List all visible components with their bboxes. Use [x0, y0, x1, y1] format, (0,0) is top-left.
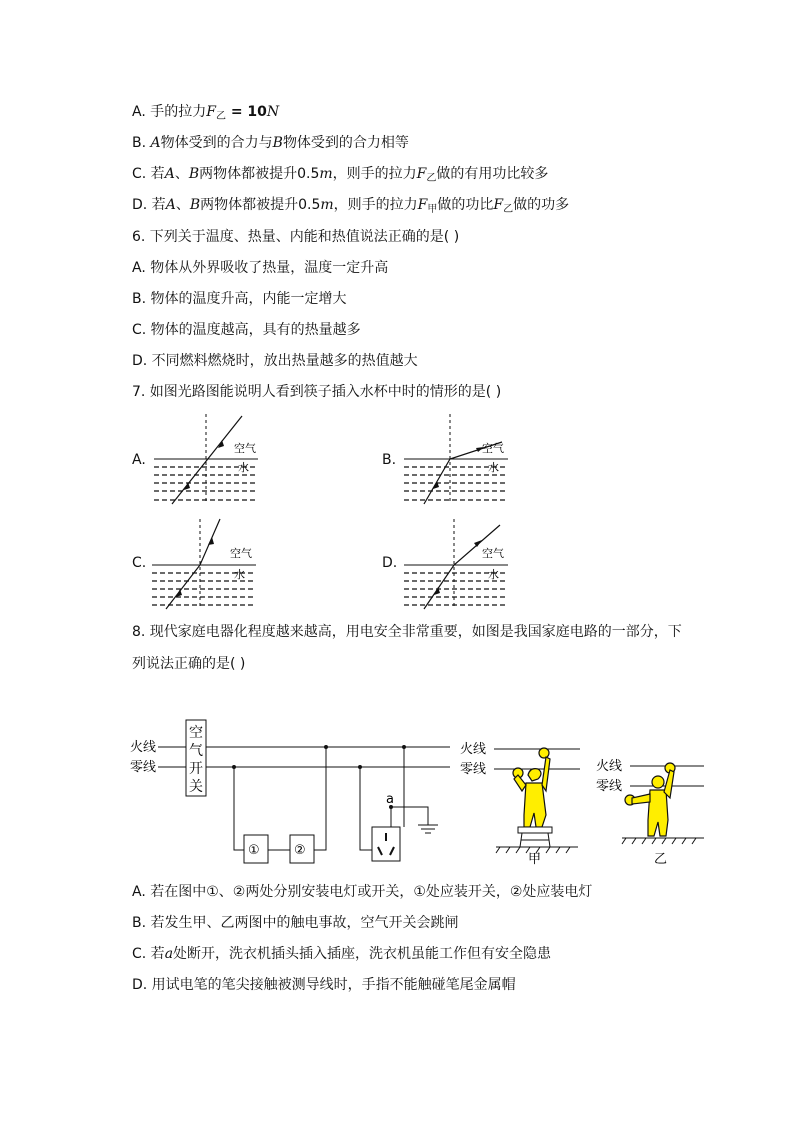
ground-hatch [622, 838, 704, 844]
air-label: 空气 [482, 547, 504, 560]
q5c-F: F [416, 166, 427, 182]
q5b-t2: 物体受到的合力相等 [282, 135, 409, 151]
q5c-B: B [188, 166, 200, 182]
water-label: 水 [238, 461, 249, 474]
q5c-A: A [164, 166, 175, 182]
q7-diagram-c [150, 515, 270, 610]
q5a-text: A. 手的拉力 [132, 104, 207, 120]
socket-box [372, 827, 400, 861]
q5-option-c [132, 164, 548, 189]
scene-label-yi: 乙 [654, 852, 668, 867]
q6-option-d[interactable]: D. 不同燃料燃烧时，放出热量越多的热值越大 [132, 353, 418, 369]
q5c-t1: 两物体都被提升0.5 [199, 166, 320, 182]
fire-wire-label: 火线 [460, 742, 487, 757]
air-switch-char: 开 [189, 761, 203, 777]
q7-label-b[interactable]: B. [382, 452, 397, 468]
position-2-label: ② [294, 843, 306, 858]
q5c-t3: 做的有用功比较多 [436, 166, 549, 182]
q5-option-a [132, 102, 279, 127]
q5d-t2: ，则手的拉力 [333, 197, 418, 213]
water-label: 水 [234, 568, 245, 581]
q7-diagram-b [402, 412, 522, 507]
q8-circuit-diagram [128, 715, 468, 865]
q5b-B: B [272, 135, 283, 151]
q5c-sep: 、 [174, 166, 189, 182]
q6-stem: 6. 下列关于温度、热量、内能和热值说法正确的是( ) [132, 229, 460, 245]
air-label: 空气 [234, 442, 256, 455]
q6-option-b[interactable]: B. 物体的温度升高，内能一定增大 [132, 291, 347, 307]
q5d-pre: D. 若 [132, 197, 166, 213]
q5b-A: A [150, 135, 161, 151]
q5d-m: m [320, 197, 334, 213]
person-figure [513, 748, 550, 827]
q5a-sub: 乙 [215, 111, 226, 122]
fire-wire-label: 火线 [130, 740, 157, 755]
q8-stem-line1: 8. 现代家庭电器化程度越来越高，用电安全非常重要，如图是我国家庭电路的一部分，下 [132, 624, 682, 640]
air-label: 空气 [230, 547, 252, 560]
light-ray [166, 519, 220, 609]
q8-option-c[interactable] [132, 944, 551, 964]
q8-option-a[interactable]: A. 若在图中①、②两处分别安装电灯或开关，①处应装开关，②处应装电灯 [132, 884, 593, 900]
arrow-icon [218, 440, 224, 448]
zero-wire-label: 零线 [596, 779, 623, 794]
fire-wire-label: 火线 [596, 759, 623, 774]
q5c-pre: C. 若 [132, 166, 165, 182]
q7-label-a[interactable]: A. [132, 452, 146, 468]
q8-stem-line2: 列说法正确的是( ) [132, 656, 246, 672]
q5d-sub1: 甲 [427, 204, 438, 215]
q5d-F2: F [493, 197, 504, 213]
position-1-label: ① [248, 843, 260, 858]
q5a-eq: = 10 [225, 104, 267, 120]
q7-diagram-d [402, 515, 522, 610]
q5d-t4: 做的功多 [513, 197, 570, 213]
zero-wire-label: 零线 [130, 760, 157, 775]
q5d-F1: F [417, 197, 428, 213]
q5d-sep: 、 [175, 197, 190, 213]
stool-icon [518, 827, 552, 847]
q7-label-c[interactable]: C. [132, 555, 147, 571]
q8-option-d[interactable]: D. 用试电笔的笔尖接触被测导线时，手指不能触碰笔尾金属帽 [132, 977, 516, 993]
shock-scene-yi [592, 750, 712, 870]
q8c-post: 处断开，洗衣机插头插入插座，洗衣机虽能工作但有安全隐患 [173, 946, 552, 962]
scene-label-jia: 甲 [528, 852, 542, 867]
q5a-unit: N [266, 104, 280, 120]
person-figure [625, 763, 675, 836]
q7-stem: 7. 如图光路图能说明人看到筷子插入水杯中时的情形的是( ) [132, 384, 502, 400]
q5-option-b [132, 133, 409, 153]
q8c-a: a [164, 946, 174, 962]
q5d-t3: 做的功比 [437, 197, 494, 213]
q5d-B: B [189, 197, 201, 213]
q5d-sub2: 乙 [503, 204, 514, 215]
q5c-t2: ，则手的拉力 [332, 166, 417, 182]
arrow-icon [434, 587, 440, 595]
q5a-F: F [206, 104, 216, 120]
q5c-m: m [319, 166, 333, 182]
q5c-sub: 乙 [426, 173, 437, 184]
q6-option-a[interactable]: A. 物体从外界吸收了热量，温度一定升高 [132, 260, 389, 276]
air-switch-char: 空 [189, 725, 203, 741]
q6-option-c[interactable]: C. 物体的温度越高，具有的热量越多 [132, 322, 361, 338]
q5b-pre: B. [132, 135, 151, 151]
q7-label-d[interactable]: D. [382, 555, 398, 571]
q5-option-d [132, 195, 569, 220]
q5d-t1: 两物体都被提升0.5 [200, 197, 321, 213]
point-a-label: a [386, 792, 394, 807]
q8-option-b[interactable]: B. 若发生甲、乙两图中的触电事故，空气开关会跳闸 [132, 915, 459, 931]
air-label: 空气 [482, 442, 504, 455]
ground-icon [418, 825, 438, 833]
q5d-A: A [165, 197, 176, 213]
air-switch-char: 气 [189, 743, 203, 759]
water-label: 水 [488, 461, 499, 474]
shock-scene-jia [458, 735, 598, 865]
q8c-pre: C. 若 [132, 946, 165, 962]
water-label: 水 [488, 568, 499, 581]
zero-wire-label: 零线 [460, 762, 487, 777]
air-switch-char: 关 [189, 779, 203, 795]
q5b-t1: 物体受到的合力与 [160, 135, 273, 151]
q7-diagram-a [152, 412, 272, 507]
